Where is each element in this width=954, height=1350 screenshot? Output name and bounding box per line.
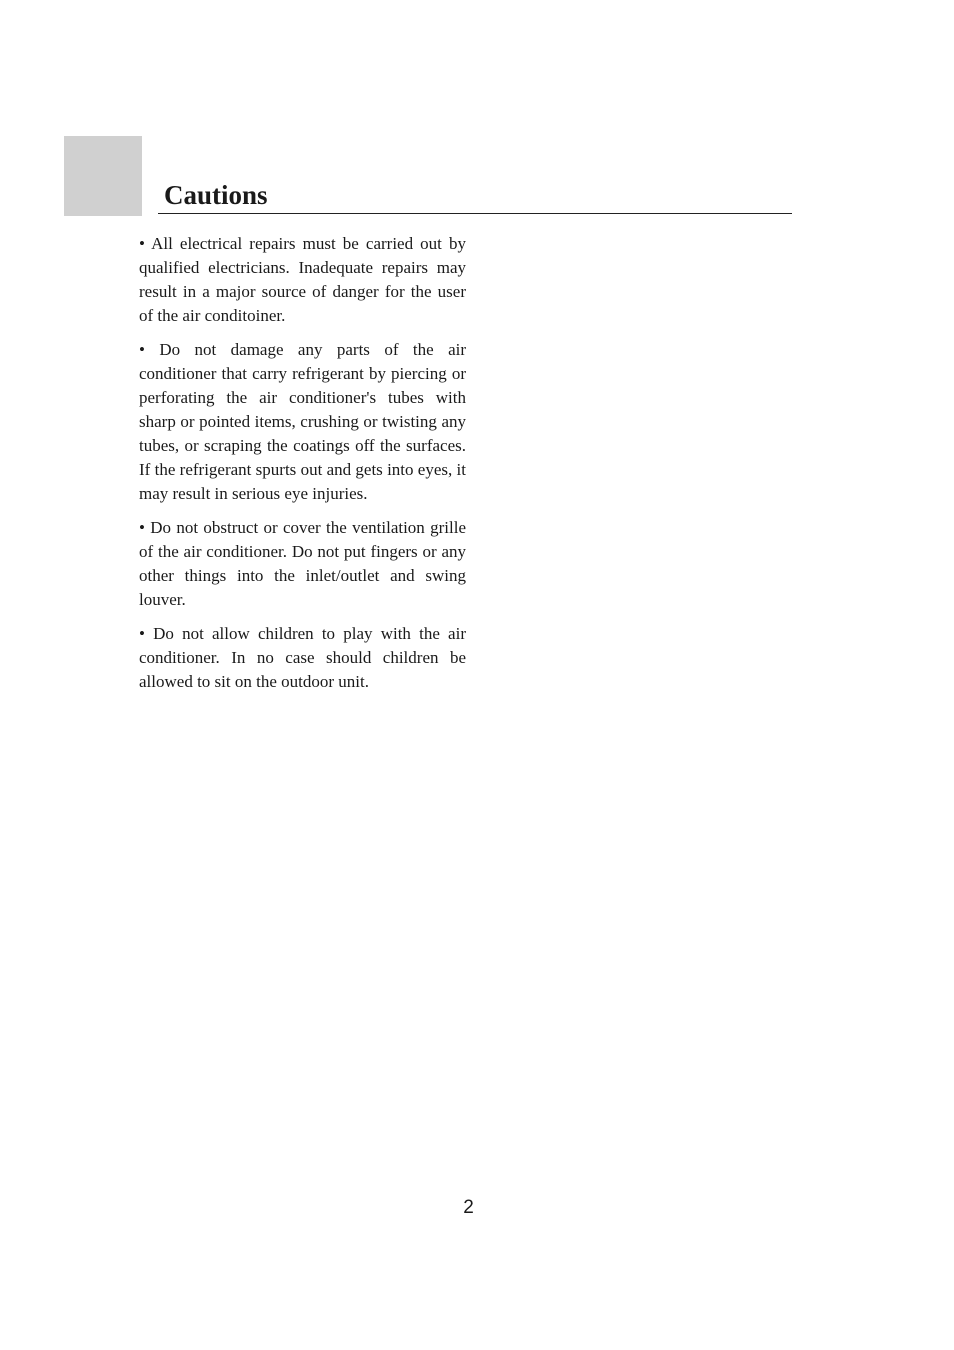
section-tab-marker: [64, 136, 142, 216]
title-underline: [158, 213, 792, 214]
caution-item: • Do not damage any parts of the air conditioner that carry refrigerant by piercing or perforating the air conditioner's tubes with sharp or pointed items, crushing or twisting any tubes, or scraping the coatings off the surfaces. If the refrigerant spurts out and gets into eyes, it may result in serious eye injuries.: [139, 340, 466, 503]
page-number: 2: [463, 1197, 474, 1218]
caution-item: • Do not obstruct or cover the ventilation grille of the air conditioner. Do not put fingers or any other things into the inlet/outlet and swing louver.: [139, 518, 466, 609]
caution-item: • Do not allow children to play with the air conditioner. In no case should children be allowed to sit on the outdoor unit.: [139, 624, 466, 691]
cautions-list: [139, 232, 466, 704]
caution-item: • All electrical repairs must be carried out by qualified electricians. Inadequate repairs may result in a major source of danger for the user of the air conditoiner.: [139, 234, 466, 325]
page-title: Cautions: [164, 180, 268, 210]
